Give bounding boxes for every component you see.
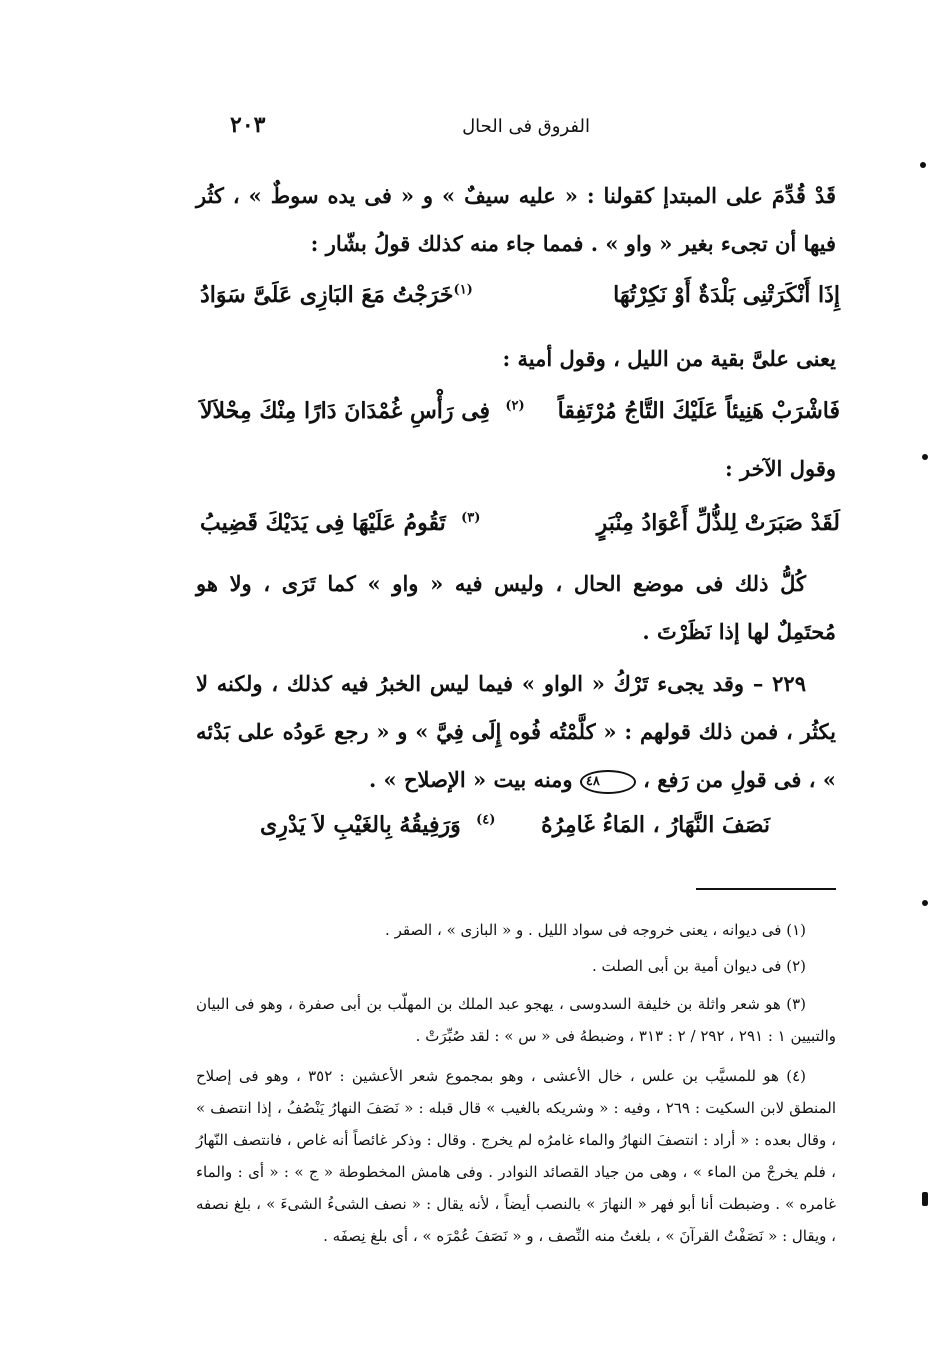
verse-1-note: (١) <box>453 282 473 298</box>
paragraph-1: قَدْ قُدِّمَ على المبتدإ كقولنا : « عليه سيفٌ » و « فى يده سوطٌ » ، كثُر فيها أن تجىء بغير « واو » . فمما جاء منه كذلك قولُ بشّار : <box>196 183 836 256</box>
verse-3-first-hemistich: لَقَدْ صَبَرَتْ لِلذُّلِّ أَعْوَادُ مِنْبَرٍ <box>596 510 840 536</box>
scan-mark <box>922 1192 928 1206</box>
scan-mark <box>922 454 928 460</box>
running-title: الفروق فى الحال <box>462 116 590 137</box>
scan-mark <box>922 900 928 906</box>
verse-4 <box>200 802 840 852</box>
paragraph-3: وقول الآخر : <box>724 456 836 481</box>
paragraph-2: يعنى علىَّ بقية من الليل ، وقول أمية : <box>502 346 836 371</box>
paragraph-4: كُلُّ ذلك فى موضع الحال ، وليس فيه « واو » كما تَرَى ، ولا هو مُحتَمِلٌ لها إذا نَظَرْتَ . <box>196 571 836 644</box>
scan-mark <box>920 162 926 168</box>
verse-1-first-hemistich: إِذَا أَنْكَرَتْنِى بَلْدَةٌ أَوْ نَكِرْتُهَا <box>613 282 840 308</box>
paragraph-5: ٢٢٩ – وقد يجىء تَرْكُ « الواو » فيما ليس الخبرُ فيه كذلك ، ولكنه لا يكثُر ، فمن ذلك قولهم : « كلَّمْتُه فُوه إِلَى فِيَّ » و « رجع عَودُه على بَدْئه » ، فى قولِ من رَفع ، ٤٨ ومنه بيت « الإصلاح » . <box>196 671 836 792</box>
verse-3-second-hemistich: $^{(٣)}$ تَقُومُ عَلَيْهَا فِى يَدَيْكَ قَضِيبُ <box>200 510 481 536</box>
page-header <box>230 112 590 146</box>
manuscript-page-marker: ٤٨ <box>580 770 636 794</box>
verse-4-first-hemistich: نَصَفَ النَّهَارُ ، المَاءُ غَامِرُهُ <box>541 812 770 838</box>
page-number: ٢٠٣ <box>230 112 266 138</box>
verse-3 <box>200 500 840 550</box>
verse-2 <box>200 388 840 438</box>
verse-1-second-hemistich: $^{(١)}$خَرَجْتُ مَعَ البَازِى عَلَىَّ سَوَادُ <box>200 282 473 308</box>
verse-3-note: (٣) <box>461 510 481 526</box>
verse-2-first-hemistich: فَاشْرَبْ هَنِيئاً عَلَيْكَ التَّاجُ مُرْتَفِقاً <box>557 398 840 424</box>
footnote-2: (٢) فى ديوان أمية بن أبى الصلت . <box>591 957 806 975</box>
footnote-4: (٤) هو للمسيَّب بن علس ، خال الأعشى ، وهو بمجموع شعر الأعشين : ٣٥٢ ، وهو فى إصلاح المنطق لابن السكيت : ٢٦٩ ، وفيه : « وشريكه بالغيب » قال قبله : « نَصَفَ النهارُ يَنْصُفُ ، إذا انتصف » ، وقال بعده : « أراد : انتصفَ النهارُ والماء غامرُه لم يخرج . وقال : وذكر غائصاً أنه غاص ، فانتصف النّهارُ ، فلم يخرجْ من الماء » ، وهى من جياد القصائد النوادر . وفى هامش المخطوطة « ج » : « أى : والماء غامره » . وضبطت أنا أبو فهر « النهارَ » بالنصب أيضاً ، لأنه يقال : « نصف الشىءُ الشىءَ » ، بلغ نصفه ، ويقال : « نَصَفْتُ القرآنَ » ، بلغتُ منه النِّصف ، و « نَصَفَ عُمْرَه » ، أى بلغ نِصفَه . <box>196 1067 836 1245</box>
verse-4-second-hemistich: $^{(٤)}$ وَرَفِيقُهُ بِالغَيْبِ لاَ يَدْرِى <box>260 812 496 838</box>
footnote-3: (٣) هو شعر واثلة بن خليفة السدوسى ، يهجو عبد الملك بن المهلّب بن أبى صفرة ، وهو فى البيان والتبيين ١ : ٢٩١ ، ٢٩٢ / ٢ : ٣١٣ ، وضبطهُ فى « س » : لقد صُبِّرَتْ . <box>196 995 836 1045</box>
footnote-separator <box>696 888 836 890</box>
verse-1 <box>200 272 840 322</box>
verse-2-second-hemistich: $^{(٢)}$ فِى رَأْسِ غُمْدَانَ دَارًا مِنْكَ مِحْلاَلاَ <box>200 398 525 424</box>
verse-2-note: (٢) <box>505 398 525 414</box>
footnote-1: (١) فى ديوانه ، يعنى خروجه فى سواد الليل . و « البازى » ، الصقر . <box>385 921 806 939</box>
verse-4-note: (٤) <box>476 812 496 828</box>
